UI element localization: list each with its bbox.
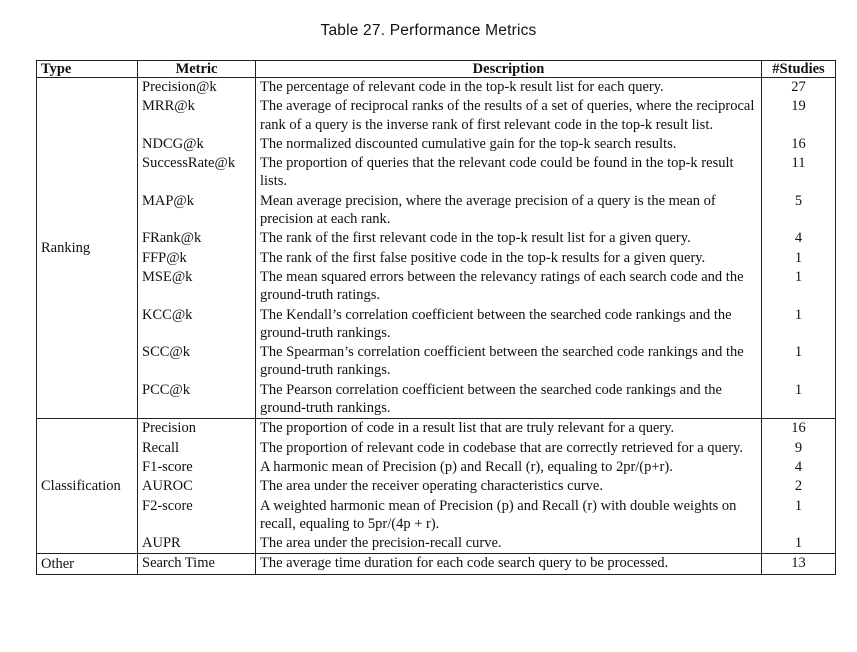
description-cell: The Kendall’s correlation coefficient between the searched code rankings and the ground-truth rankings. [256,306,762,344]
metric-cell: Precision [138,419,256,439]
table-row [37,554,836,574]
metric-cell: KCC@k [138,306,256,344]
type-cell: Classification [37,419,138,554]
table-row [37,439,836,458]
table-row [37,268,836,306]
studies-cell: 9 [762,439,836,458]
studies-cell: 11 [762,154,836,192]
table-row [37,192,836,230]
studies-cell: 1 [762,268,836,306]
table-row [37,497,836,535]
description-cell: The proportion of queries that the relevant code could be found in the top-k result lists. [256,154,762,192]
description-cell: The proportion of code in a result list that are truly relevant for a query. [256,419,762,439]
metric-cell: AUPR [138,534,256,554]
studies-cell: 4 [762,229,836,248]
description-cell: The proportion of relevant code in codebase that are correctly retrieved for a query. [256,439,762,458]
studies-cell: 1 [762,249,836,268]
studies-cell: 5 [762,192,836,230]
table-row [37,458,836,477]
description-cell: The area under the precision-recall curve. [256,534,762,554]
studies-cell: 16 [762,135,836,154]
table-row [37,97,836,135]
metric-cell: MAP@k [138,192,256,230]
header-studies: #Studies [762,61,836,78]
metric-cell: FFP@k [138,249,256,268]
header-description: Description [256,61,762,78]
type-cell: Ranking [37,78,138,419]
table-body [37,78,836,575]
description-cell: The normalized discounted cumulative gain for the top-k search results. [256,135,762,154]
metric-cell: SCC@k [138,343,256,381]
description-cell: The Pearson correlation coefficient between the searched code rankings and the ground-truth rankings. [256,381,762,419]
table-row [37,229,836,248]
metric-cell: Recall [138,439,256,458]
studies-cell: 1 [762,497,836,535]
studies-cell: 1 [762,381,836,419]
metrics-table [36,60,836,575]
studies-cell: 1 [762,534,836,554]
metric-cell: F2-score [138,497,256,535]
description-cell: The rank of the first false positive code in the top-k results for a given query. [256,249,762,268]
metric-cell: Precision@k [138,78,256,98]
studies-cell: 1 [762,343,836,381]
studies-cell: 13 [762,554,836,574]
metric-cell: F1-score [138,458,256,477]
table-row [37,343,836,381]
table-row [37,154,836,192]
table-row [37,477,836,496]
metric-cell: FRank@k [138,229,256,248]
table-row [37,78,836,98]
description-cell: A weighted harmonic mean of Precision (p) and Recall (r) with double weights on recall, equaling to 5pr/(4p + r). [256,497,762,535]
metric-cell: AUROC [138,477,256,496]
table-caption: Table 27. Performance Metrics [320,22,537,39]
studies-cell: 19 [762,97,836,135]
studies-cell: 2 [762,477,836,496]
metric-cell: SuccessRate@k [138,154,256,192]
description-cell: Mean average precision, where the average precision of a query is the mean of precision at each rank. [256,192,762,230]
table-row [37,306,836,344]
header-row [37,61,836,78]
metric-cell: PCC@k [138,381,256,419]
table-row [37,381,836,419]
description-cell: The average time duration for each code search query to be processed. [256,554,762,574]
table-row [37,135,836,154]
studies-cell: 16 [762,419,836,439]
description-cell: The Spearman’s correlation coefficient between the searched code rankings and the ground-truth rankings. [256,343,762,381]
studies-cell: 27 [762,78,836,98]
description-cell: A harmonic mean of Precision (p) and Recall (r), equaling to 2pr/(p+r). [256,458,762,477]
metric-cell: Search Time [138,554,256,574]
metric-cell: MSE@k [138,268,256,306]
header-metric: Metric [138,61,256,78]
studies-cell: 4 [762,458,836,477]
studies-cell: 1 [762,306,836,344]
header-type: Type [37,61,138,78]
type-cell: Other [37,554,138,574]
description-cell: The rank of the first relevant code in the top-k result list for a given query. [256,229,762,248]
table-row [37,419,836,439]
table-row [37,534,836,554]
description-cell: The average of reciprocal ranks of the results of a set of queries, where the reciprocal rank of a query is the inverse rank of first relevant code in the top-k result list. [256,97,762,135]
metric-cell: MRR@k [138,97,256,135]
description-cell: The percentage of relevant code in the top-k result list for each query. [256,78,762,98]
table-row [37,249,836,268]
description-cell: The area under the receiver operating characteristics curve. [256,477,762,496]
description-cell: The mean squared errors between the relevancy ratings of each search code and the ground-truth ratings. [256,268,762,306]
metric-cell: NDCG@k [138,135,256,154]
